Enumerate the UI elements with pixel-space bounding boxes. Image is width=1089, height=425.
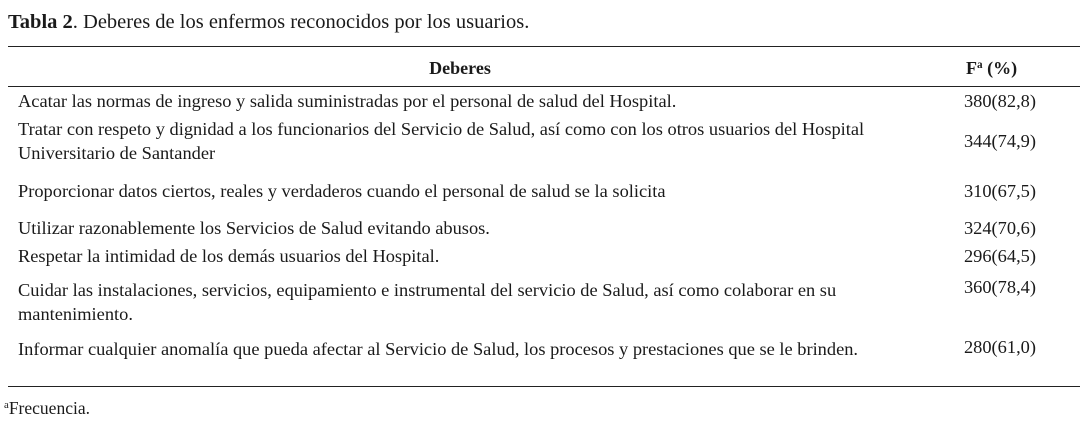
row-deber: Proporcionar datos ciertos, reales y verdaderos cuando el personal de salud se la solicita — [18, 181, 666, 201]
header-frecuencia-pct: (%) — [982, 58, 1018, 78]
header-frecuencia — [966, 56, 1017, 80]
row-deber: Utilizar razonablemente los Servicios de Salud evitando abusos. — [18, 218, 490, 238]
row-frecuencia: 360(78,4) — [963, 277, 1036, 297]
row-frecuencia: 380(82,8) — [963, 91, 1036, 111]
row-frecuencia: 310(67,5) — [963, 181, 1036, 201]
row-deber: Tratar con respeto y dignidad a los funcionarios del Servicio de Salud, así como con los otros usuarios del Hospital Universitario de Santander — [18, 119, 865, 163]
row-frecuencia: 344(74,9) — [963, 131, 1036, 151]
header-frecuencia-sup: a — [977, 58, 983, 71]
table-caption — [8, 8, 529, 36]
top-rule — [8, 46, 1080, 47]
table-footnote — [4, 396, 90, 420]
row-frecuencia: 324(70,6) — [963, 218, 1036, 238]
header-rule — [8, 86, 1080, 87]
bottom-rule — [8, 386, 1080, 387]
row-frecuencia: 296(64,5) — [963, 246, 1036, 266]
row-deber: Acatar las normas de ingreso y salida suministradas por el personal de salud del Hospital. — [18, 91, 677, 111]
row-deber: Respetar la intimidad de los demás usuarios del Hospital. — [18, 246, 440, 266]
header-frecuencia-letter: F — [966, 58, 977, 78]
row-frecuencia: 280(61,0) — [963, 337, 1036, 357]
header-deberes: Deberes — [429, 58, 491, 78]
footnote-text: Frecuencia. — [8, 398, 90, 418]
footnote-sup: a — [4, 399, 9, 412]
table-caption-label: Tabla 2 — [8, 11, 73, 33]
row-deber: Informar cualquier anomalía que pueda afectar al Servicio de Salud, los procesos y prestaciones que se le brinden. — [18, 339, 859, 359]
row-deber: Cuidar las instalaciones, servicios, equipamiento e instrumental del servicio de Salud, así como colaborar en su mantenimiento. — [18, 280, 837, 324]
table-caption-text: . Deberes de los enfermos reconocidos por los usuarios. — [72, 11, 530, 33]
